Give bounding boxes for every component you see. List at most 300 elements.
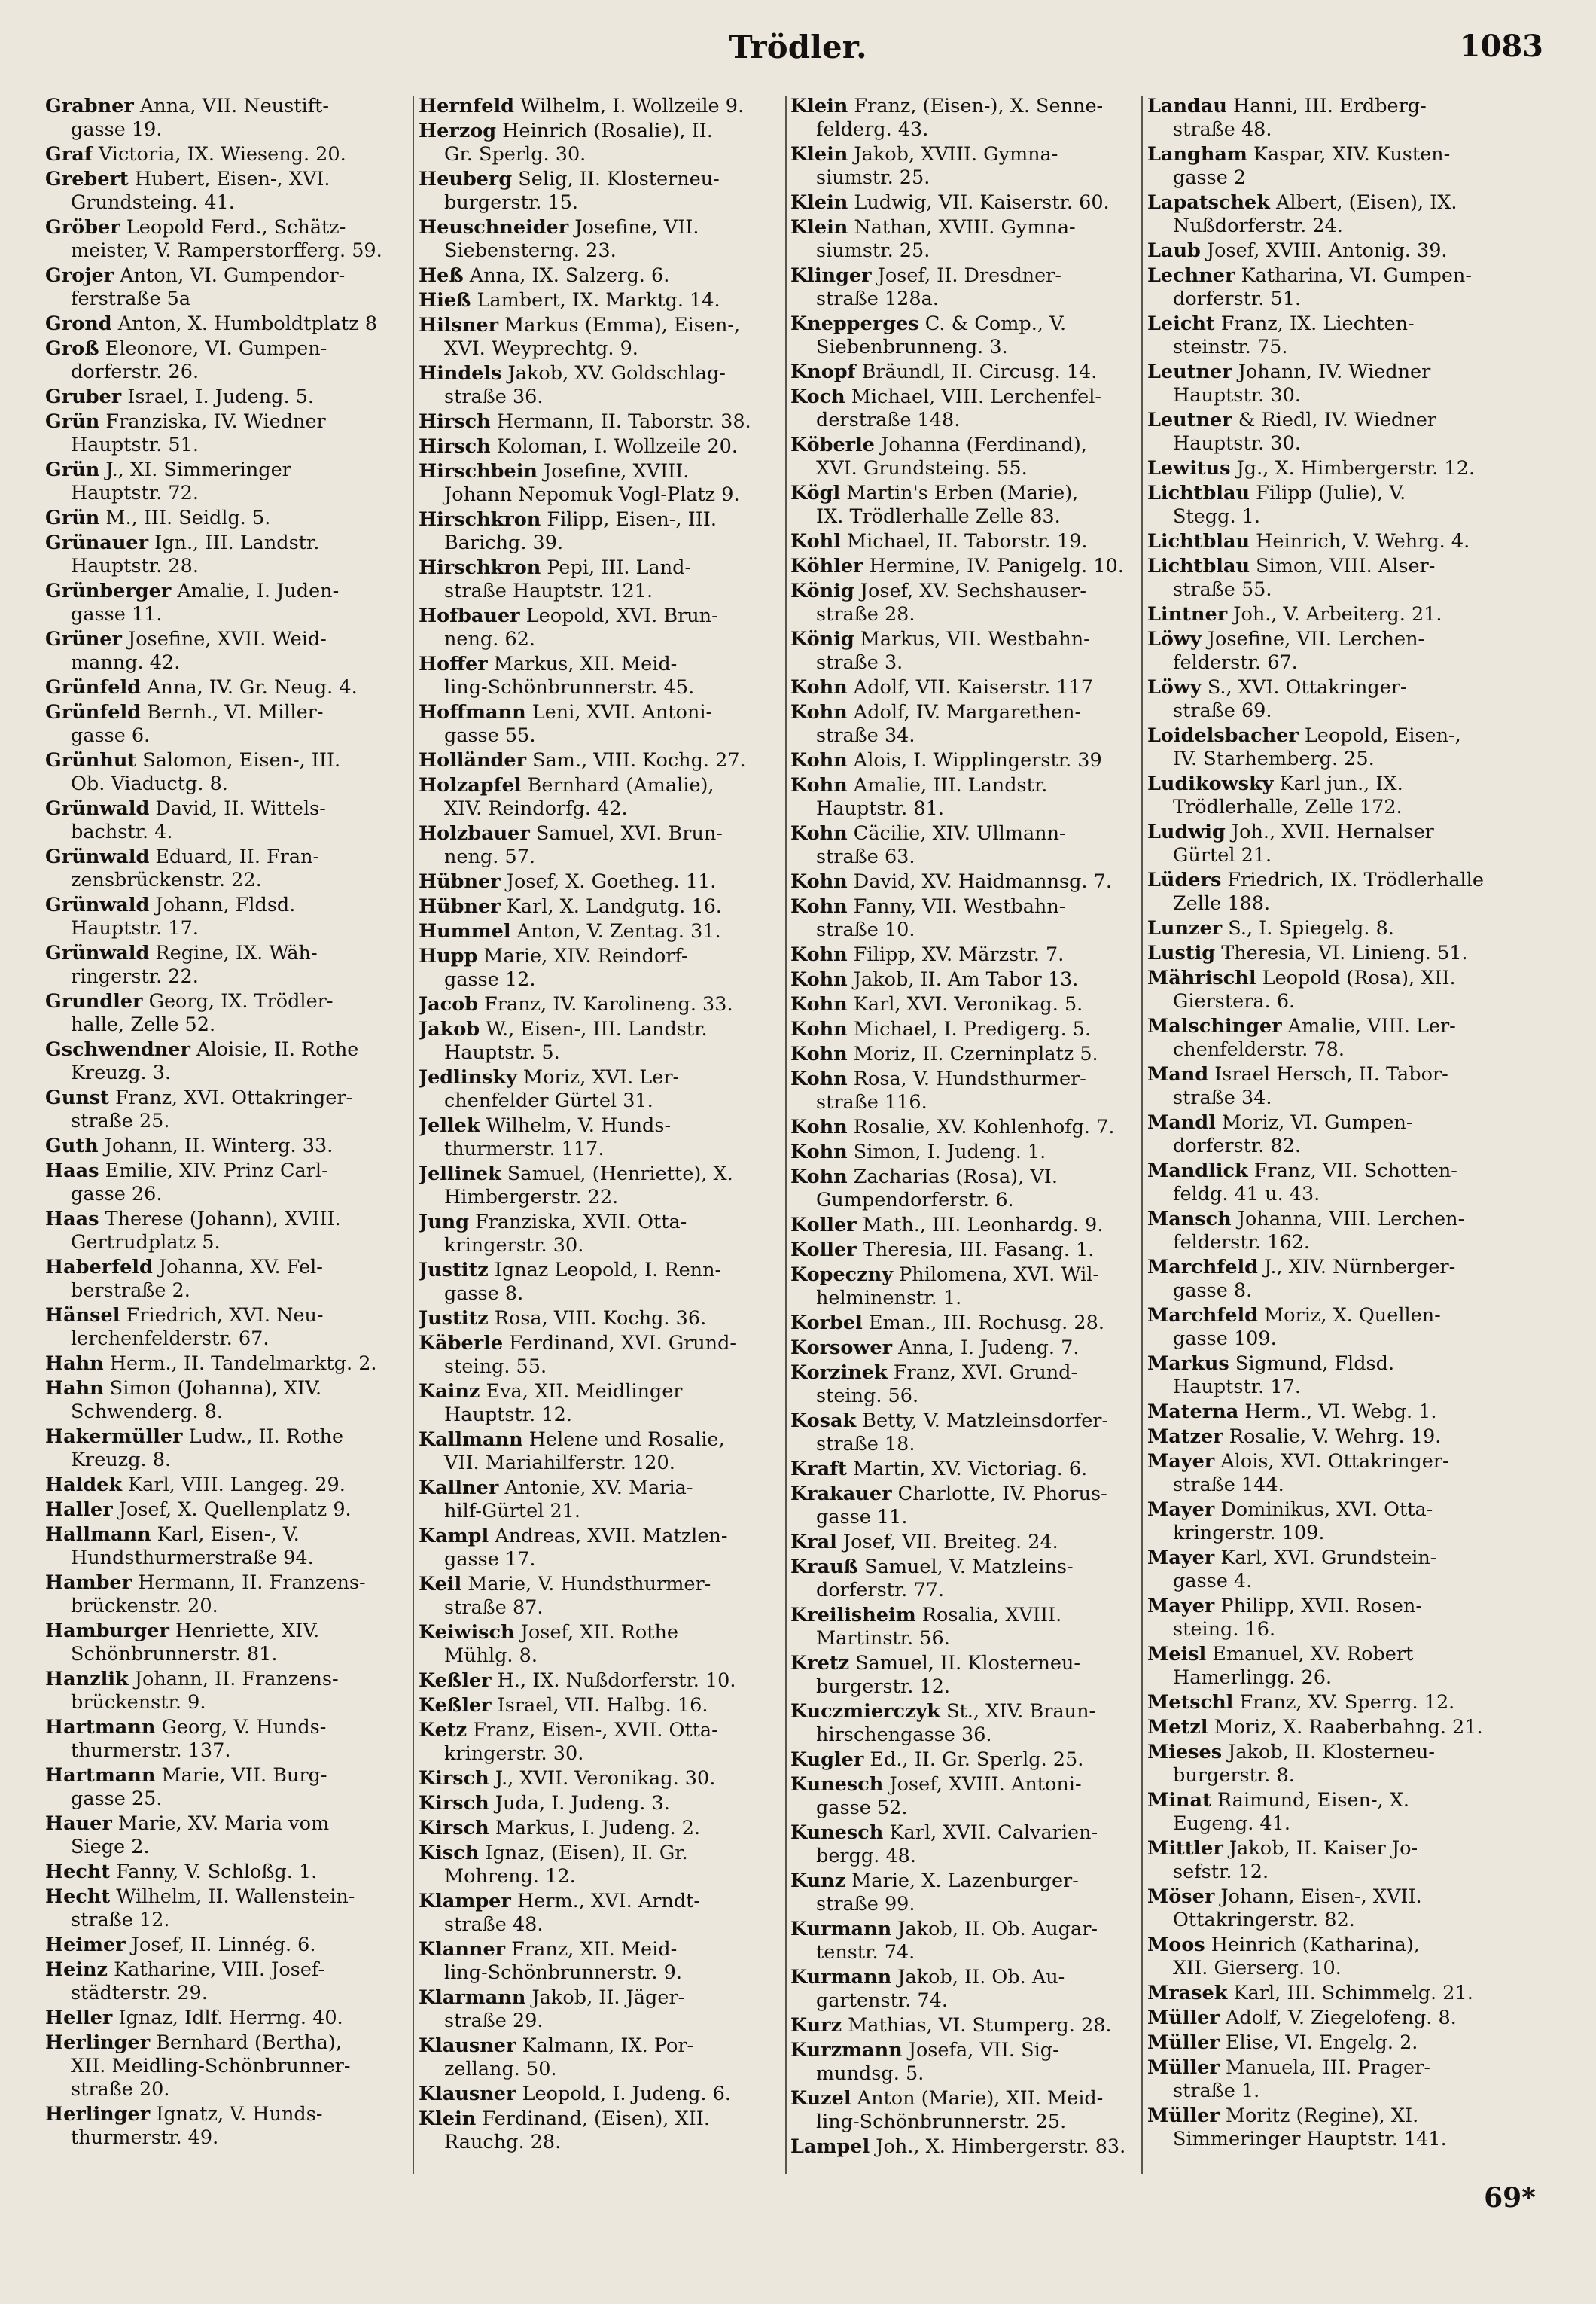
directory-entry	[790, 1556, 1141, 1602]
entry-details: H., IX. Nußdorferstr. 10.	[491, 1669, 736, 1692]
entry-surname: Grebert	[45, 168, 129, 190]
entry-surname: Haller	[45, 1498, 113, 1521]
entry-surname: Keßler	[419, 1669, 492, 1692]
directory-entry	[1147, 1741, 1497, 1787]
entry-details: Aloisie, II. Rothe	[190, 1038, 359, 1061]
entry-details: Rosalie, XV. Kohlenhofg. 7.	[847, 1116, 1115, 1138]
entry-details: Josefine, XVIII.	[537, 460, 690, 483]
directory-entry	[45, 1498, 395, 1522]
entry-details: Samuel, XVI. Brun-	[529, 822, 723, 845]
column-divider	[1141, 96, 1143, 2174]
entry-details: Karl, VIII. Langeg. 29.	[122, 1474, 346, 1496]
directory-entry	[419, 653, 769, 699]
entry-surname: Kohn	[790, 1166, 848, 1188]
directory-entry	[1147, 1595, 1497, 1641]
entry-continuation: Simmeringer Hauptstr. 141.	[1173, 2128, 1447, 2150]
entry-continuation: XVI. Grundsteing. 55.	[816, 457, 1028, 480]
entry-surname: Lintner	[1147, 603, 1228, 626]
directory-entry	[1147, 143, 1497, 190]
entry-surname: Mährischl	[1147, 967, 1256, 989]
entry-continuation: siumstr. 25.	[816, 239, 930, 262]
entry-surname: Kisch	[419, 1842, 480, 1864]
directory-entry	[419, 1669, 769, 1693]
entry-surname: Kohn	[790, 1068, 848, 1090]
entry-continuation: burgerstr. 8.	[1173, 1764, 1295, 1787]
entry-surname: Hirschkron	[419, 556, 541, 579]
entry-details: Marie, XV. Maria vom	[111, 1812, 330, 1835]
entry-details: Karl, XVII. Calvarien-	[883, 1821, 1098, 1844]
directory-entry	[1147, 1256, 1497, 1303]
entry-surname: Kosak	[790, 1410, 857, 1432]
entry-surname: Kohn	[790, 749, 848, 772]
entry-details: Mathias, VI. Stumperg. 28.	[842, 2014, 1112, 2037]
directory-entry	[790, 895, 1141, 942]
entry-continuation: Rauchg. 28.	[444, 2131, 562, 2153]
directory-entry	[1147, 1837, 1497, 1884]
entry-continuation: IV. Starhemberg. 25.	[1173, 748, 1375, 770]
directory-entry	[790, 1043, 1141, 1066]
directory-entry	[1147, 676, 1497, 723]
entry-details: Manuela, III. Prager-	[1219, 2056, 1430, 2079]
directory-entry	[790, 386, 1141, 432]
directory-entry	[790, 1748, 1141, 1772]
directory-entry	[790, 1263, 1141, 1310]
directory-entry	[790, 1018, 1141, 1041]
directory-entry	[45, 676, 395, 699]
entry-surname: Jacob	[419, 993, 478, 1016]
entry-surname: Kugler	[790, 1748, 864, 1771]
entry-surname: Hilsner	[419, 314, 499, 337]
entry-surname: Klein	[790, 216, 848, 239]
entry-details: Bernhard (Bertha),	[150, 2031, 342, 2054]
entry-continuation: straße 69.	[1173, 699, 1272, 722]
entry-surname: Hänsel	[45, 1304, 120, 1327]
entry-details: Josefa, VII. Sig-	[902, 2039, 1059, 2062]
entry-surname: Grabner	[45, 95, 134, 117]
entry-details: Anna, VII. Neustift-	[133, 95, 329, 117]
entry-surname: Jedlinsky	[419, 1066, 517, 1089]
entry-surname: Leutner	[1147, 361, 1232, 383]
entry-details: Moriz, VI. Gumpen-	[1215, 1111, 1413, 1134]
entry-details: Hubert, Eisen-, XVI.	[128, 168, 330, 190]
entry-continuation: straße 48.	[1173, 118, 1272, 141]
entry-details: Victoria, IX. Wieseng. 20.	[92, 143, 346, 166]
directory-entry	[45, 797, 395, 844]
entry-details: M., III. Seidlg. 5.	[99, 507, 271, 529]
entry-surname: Grünfeld	[45, 701, 142, 724]
entry-details: Martin's Erben (Marie),	[840, 482, 1079, 504]
entry-continuation: kringerstr. 109.	[1173, 1522, 1325, 1544]
directory-entry	[419, 1114, 769, 1161]
directory-entry	[1147, 95, 1497, 142]
entry-surname: Mayer	[1147, 1498, 1215, 1521]
directory-entry	[419, 1986, 769, 2033]
entry-continuation: XII. Meidling-Schönbrunner-	[71, 2055, 351, 2077]
entry-details: Franz, IV. Karolineng. 33.	[477, 993, 733, 1016]
entry-surname: Mayer	[1147, 1547, 1215, 1569]
entry-continuation: ringerstr. 22.	[71, 965, 199, 988]
entry-surname: Kohn	[790, 1018, 848, 1041]
directory-entry	[1147, 2007, 1497, 2030]
entry-details: David, XV. Haidmannsg. 7.	[847, 870, 1112, 893]
entry-surname: Jellinek	[419, 1163, 501, 1185]
entry-details: Josef, XII. Rothe	[514, 1621, 679, 1644]
entry-surname: Kohn	[790, 993, 848, 1016]
entry-surname: Kohn	[790, 676, 848, 699]
entry-continuation: gasse 17.	[444, 1548, 536, 1571]
directory-entry	[790, 580, 1141, 626]
entry-continuation: Ottakringerstr. 82.	[1173, 1909, 1355, 1931]
entry-details: Markus (Emma), Eisen-,	[498, 314, 741, 337]
directory-entry	[790, 701, 1141, 748]
entry-details: Cäcilie, XIV. Ullmann-	[847, 822, 1066, 845]
directory-entry	[45, 459, 395, 505]
entry-surname: Köberle	[790, 434, 876, 456]
entry-surname: Korzinek	[790, 1361, 888, 1384]
entry-surname: Lewitus	[1147, 457, 1231, 480]
entry-surname: Holzbauer	[419, 822, 530, 845]
directory-entry	[45, 1764, 395, 1811]
entry-surname: Kuzel	[790, 2087, 851, 2110]
entry-surname: Minat	[1147, 1789, 1211, 1812]
column-divider	[413, 96, 414, 2174]
entry-surname: Grünhut	[45, 749, 137, 772]
directory-entry	[1147, 1111, 1497, 1158]
entry-surname: Kreilisheim	[790, 1604, 916, 1626]
entry-surname: Gröber	[45, 216, 120, 239]
entry-details: Leopold, Eisen-,	[1298, 724, 1461, 747]
entry-details: S., I. Spiegelg. 8.	[1222, 917, 1394, 940]
entry-details: Jakob, II. Jäger-	[525, 1986, 685, 2009]
entry-surname: Ludwig	[1147, 821, 1226, 843]
directory-entry	[790, 1700, 1141, 1747]
entry-surname: Kallner	[419, 1477, 499, 1499]
entry-details: Hermann, II. Franzens-	[132, 1571, 366, 1594]
directory-entry	[45, 1135, 395, 1158]
entry-details: Ign., III. Landstr.	[148, 532, 320, 554]
entry-surname: Hakermüller	[45, 1425, 183, 1448]
column-divider	[785, 96, 787, 2174]
entry-details: Jg., X. Himbergerstr. 12.	[1230, 457, 1476, 480]
entry-details: Josef, II. Dresdner-	[871, 264, 1061, 287]
directory-entry	[790, 2039, 1141, 2086]
entry-surname: Metschl	[1147, 1691, 1234, 1714]
entry-details: Eva, XII. Meidlinger	[480, 1380, 683, 1403]
directory-entry	[419, 1694, 769, 1717]
entry-details: Rosalia, XVIII.	[915, 1604, 1062, 1626]
entry-details: Anton, X. Humboldtplatz 8	[111, 312, 378, 335]
directory-entry	[1147, 482, 1497, 529]
entry-surname: Mayer	[1147, 1450, 1215, 1473]
directory-entry	[45, 1256, 395, 1303]
entry-continuation: felderstr. 162.	[1173, 1231, 1310, 1254]
entry-details: Anna, I. Judeng. 7.	[892, 1336, 1080, 1359]
entry-continuation: halle, Zelle 52.	[71, 1013, 216, 1036]
entry-details: Charlotte, IV. Phorus-	[891, 1483, 1107, 1505]
entry-continuation: straße 48.	[444, 1913, 544, 1936]
entry-details: Ferdinand, XVI. Grund-	[503, 1332, 737, 1355]
entry-surname: Heuschneider	[419, 216, 569, 239]
directory-entry	[45, 1620, 395, 1666]
entry-surname: Kunesch	[790, 1821, 884, 1844]
entry-continuation: gasse 26.	[71, 1183, 163, 1205]
entry-details: Katharina, VI. Gumpen-	[1235, 264, 1472, 287]
entry-details: Moriz, X. Raaberbahng. 21.	[1208, 1716, 1483, 1739]
entry-surname: Gruber	[45, 386, 122, 408]
entry-details: Hermann, II. Taborstr. 38.	[490, 410, 751, 433]
entry-details: Friedrich, XVI. Neu-	[120, 1304, 324, 1327]
entry-surname: Löwy	[1147, 628, 1202, 651]
directory-entry	[1147, 1934, 1497, 1980]
entry-details: Ignaz Leopold, I. Renn-	[488, 1259, 722, 1282]
entry-details: St., XIV. Braun-	[940, 1700, 1096, 1723]
entry-surname: Käberle	[419, 1332, 504, 1355]
directory-entry	[419, 605, 769, 651]
entry-surname: Grojer	[45, 264, 114, 287]
entry-continuation: kringerstr. 30.	[444, 1742, 584, 1765]
entry-details: Katharine, VIII. Josef-	[108, 1958, 325, 1981]
directory-entry	[1147, 239, 1497, 263]
directory-entry	[790, 191, 1141, 215]
entry-details: Josef, X. Goetheg. 11.	[500, 870, 717, 893]
entry-surname: Matzer	[1147, 1425, 1223, 1448]
entry-surname: Mrasek	[1147, 1982, 1228, 2004]
entry-surname: Lechner	[1147, 264, 1235, 287]
entry-surname: Herzog	[419, 120, 497, 142]
entry-details: Franz, Eisen-, XVII. Otta-	[467, 1719, 718, 1742]
entry-details: Franz, XVI. Ottakringer-	[109, 1086, 353, 1109]
entry-details: Marie, XIV. Reindorf-	[477, 945, 688, 968]
entry-continuation: XIV. Reindorfg. 42.	[444, 797, 628, 820]
entry-details: Ignaz, (Eisen), II. Gr.	[479, 1842, 688, 1864]
entry-continuation: brückenstr. 9.	[71, 1691, 206, 1714]
directory-entry	[790, 555, 1141, 578]
entry-continuation: straße 29.	[444, 2010, 544, 2032]
entry-details: Josef, XV. Sechshauser-	[854, 580, 1086, 602]
entry-details: Sam., VIII. Kochg. 27.	[526, 749, 746, 772]
directory-entry	[1147, 773, 1497, 819]
entry-surname: Klarmann	[419, 1986, 526, 2009]
entry-continuation: Mohreng. 12.	[444, 1865, 576, 1888]
directory-entry	[419, 95, 769, 118]
entry-details: Albert, (Eisen), IX.	[1269, 191, 1457, 214]
entry-continuation: Siebenbrunneng. 3.	[816, 336, 1008, 358]
entry-surname: Hallmann	[45, 1523, 151, 1546]
directory-entry	[1147, 2056, 1497, 2103]
entry-continuation: straße 1.	[1173, 2080, 1260, 2102]
directory-entry	[45, 532, 395, 578]
entry-details: J., XIV. Nürnberger-	[1257, 1256, 1456, 1278]
entry-continuation: felderstr. 67.	[1173, 651, 1298, 674]
entry-continuation: straße 18.	[816, 1433, 915, 1455]
entry-details: Fanny, VII. Westbahn-	[847, 895, 1066, 918]
entry-continuation: sefstr. 12.	[1173, 1861, 1269, 1883]
entry-details: Josef, X. Quellenplatz 9.	[112, 1498, 352, 1521]
directory-entry	[419, 1307, 769, 1330]
directory-entry	[45, 749, 395, 796]
entry-continuation: Schönbrunnerstr. 81.	[71, 1643, 278, 1666]
entry-surname: Holzapfel	[419, 774, 522, 797]
entry-surname: Koller	[790, 1214, 857, 1236]
directory-entry	[45, 2007, 395, 2030]
entry-surname: Hirschbein	[419, 460, 538, 483]
directory-entry	[45, 1377, 395, 1424]
entry-surname: Grüner	[45, 628, 122, 651]
directory-entry	[790, 943, 1141, 967]
entry-details: Marie, VII. Burg-	[155, 1764, 327, 1787]
entry-surname: Kallmann	[419, 1428, 523, 1451]
entry-continuation: Hauptstr. 28.	[71, 555, 199, 578]
directory-entry	[1147, 409, 1497, 456]
entry-surname: Hamber	[45, 1571, 132, 1594]
directory-entry	[1147, 1400, 1497, 1424]
entry-surname: Hahn	[45, 1352, 104, 1375]
directory-entry	[1147, 457, 1497, 480]
entry-surname: Klein	[419, 2107, 477, 2130]
entry-surname: Hummel	[419, 920, 511, 943]
entry-surname: Kohn	[790, 822, 848, 845]
entry-continuation: Hauptstr. 30.	[1173, 432, 1301, 455]
entry-surname: Heimer	[45, 1934, 126, 1956]
entry-details: Filipp (Julie), V.	[1250, 482, 1406, 504]
directory-entry	[790, 968, 1141, 992]
entry-details: Pepi, III. Land-	[541, 556, 692, 579]
page-title: Trödler.	[729, 29, 867, 66]
entry-surname: Knopf	[790, 361, 856, 383]
entry-continuation: neng. 62.	[444, 628, 536, 651]
entry-details: Leni, XVII. Antoni-	[525, 701, 713, 724]
entry-surname: Loidelsbacher	[1147, 724, 1299, 747]
entry-surname: Markus	[1147, 1352, 1229, 1375]
entry-details: Therese (Johann), XVIII.	[99, 1208, 341, 1230]
entry-continuation: gasse 8.	[1173, 1279, 1253, 1302]
entry-details: Rosa, V. Hundsthurmer-	[847, 1068, 1086, 1090]
entry-surname: Hamburger	[45, 1620, 169, 1642]
directory-entry	[790, 1531, 1141, 1554]
directory-entry	[1147, 1789, 1497, 1836]
directory-entry	[790, 1312, 1141, 1335]
entry-surname: Marchfeld	[1147, 1256, 1258, 1278]
entry-details: Joh., V. Arbeiterg. 21.	[1227, 603, 1442, 626]
entry-details: Filipp, Eisen-, III.	[541, 508, 717, 531]
entry-details: Johanna (Ferdinand),	[875, 434, 1087, 456]
directory-entry	[1147, 1547, 1497, 1593]
entry-surname: Heinz	[45, 1958, 108, 1981]
entry-surname: Justitz	[419, 1259, 489, 1282]
directory-entry	[790, 870, 1141, 894]
directory-entry	[419, 1477, 769, 1523]
entry-details: Michael, I. Predigerg. 5.	[847, 1018, 1092, 1041]
directory-entry	[1147, 312, 1497, 359]
entry-continuation: gasse 8.	[444, 1282, 524, 1305]
entry-surname: Kohn	[790, 870, 848, 893]
entry-details: Karl, XVI. Grundstein-	[1214, 1547, 1437, 1569]
entry-details: Joh., X. Himbergerstr. 83.	[870, 2135, 1126, 2158]
entry-continuation: straße 63.	[816, 846, 915, 868]
entry-surname: Klausner	[419, 2083, 516, 2105]
entry-surname: Korbel	[790, 1312, 863, 1334]
entry-surname: Mandlick	[1147, 1160, 1248, 1182]
entry-surname: Keßler	[419, 1694, 492, 1717]
directory-entry	[419, 216, 769, 263]
entry-surname: Kirsch	[419, 1792, 489, 1815]
entry-surname: Müller	[1147, 2104, 1220, 2127]
entry-continuation: steing. 56.	[816, 1385, 919, 1407]
entry-details: Koloman, I. Wollzeile 20.	[490, 435, 739, 458]
entry-surname: Grünwald	[45, 894, 150, 916]
directory-entry	[790, 2087, 1141, 2134]
entry-surname: Herlinger	[45, 2103, 151, 2126]
entry-details: Antonie, XV. Maria-	[498, 1477, 693, 1499]
directory-entry	[790, 1821, 1141, 1868]
directory-entry	[1147, 1063, 1497, 1110]
entry-details: Jakob, XVIII. Gymna-	[848, 143, 1058, 166]
entry-details: Eleonore, VI. Gumpen-	[99, 337, 327, 360]
entry-surname: Klausner	[419, 2034, 516, 2057]
entry-surname: Grün	[45, 459, 100, 481]
entry-continuation: gasse 11.	[71, 603, 163, 626]
directory-entry	[45, 1934, 395, 1957]
entry-continuation: kringerstr. 30.	[444, 1234, 584, 1257]
entry-details: Bernh., VI. Miller-	[141, 701, 324, 724]
entry-details: Eman., III. Rochusg. 28.	[862, 1312, 1104, 1334]
entry-continuation: siumstr. 25.	[816, 166, 930, 189]
entry-details: Josefine, VII. Lerchen-	[1201, 628, 1425, 651]
directory-entry	[419, 993, 769, 1016]
entry-details: Zacharias (Rosa), VI.	[847, 1166, 1058, 1188]
directory-entry	[419, 1259, 769, 1306]
entry-surname: Keiwisch	[419, 1621, 515, 1644]
directory-entry	[790, 1239, 1141, 1262]
entry-surname: Ketz	[419, 1719, 468, 1742]
entry-continuation: hirschengasse 36.	[816, 1723, 992, 1746]
entry-details: Moriz, X. Quellen-	[1257, 1304, 1441, 1327]
entry-continuation: Schwenderg. 8.	[71, 1400, 223, 1423]
entry-surname: Krauß	[790, 1556, 859, 1578]
entry-surname: Grond	[45, 312, 112, 335]
entry-continuation: Gertrudplatz 5.	[71, 1231, 221, 1254]
entry-surname: Haas	[45, 1160, 99, 1182]
entry-surname: Hartmann	[45, 1764, 156, 1787]
entry-continuation: Siege 2.	[71, 1836, 150, 1858]
entry-continuation: straße Hauptstr. 121.	[444, 580, 653, 602]
directory-entry	[419, 289, 769, 312]
entry-details: Ferdinand, (Eisen), XII.	[476, 2107, 710, 2130]
entry-continuation: straße 12.	[71, 1909, 170, 1931]
entry-details: Leopold, XVI. Brun-	[519, 605, 718, 627]
directory-entry	[790, 628, 1141, 675]
entry-details: Samuel, II. Klosterneu-	[849, 1652, 1081, 1675]
directory-entry	[45, 1208, 395, 1254]
entry-details: Franz, XVI. Grund-	[887, 1361, 1078, 1384]
entry-surname: Grünauer	[45, 532, 149, 554]
directory-entry	[1147, 1352, 1497, 1399]
entry-details: David, II. Wittels-	[149, 797, 326, 820]
entry-details: Ludw., II. Rothe	[182, 1425, 344, 1448]
directory-entry	[790, 1870, 1141, 1916]
entry-surname: Mayer	[1147, 1595, 1215, 1617]
entry-surname: Koch	[790, 386, 845, 408]
directory-entry	[45, 1425, 395, 1472]
directory-entry	[45, 1160, 395, 1206]
entry-continuation: Hauptstr. 12.	[444, 1403, 572, 1426]
entry-details: Simon, I. Judeng. 1.	[847, 1141, 1046, 1163]
entry-surname: Kral	[790, 1531, 837, 1553]
directory-entry	[419, 1163, 769, 1209]
directory-entry	[45, 628, 395, 675]
entry-details: Moritz (Regine), XI.	[1219, 2104, 1419, 2127]
entry-continuation: Hauptstr. 51.	[71, 434, 199, 456]
